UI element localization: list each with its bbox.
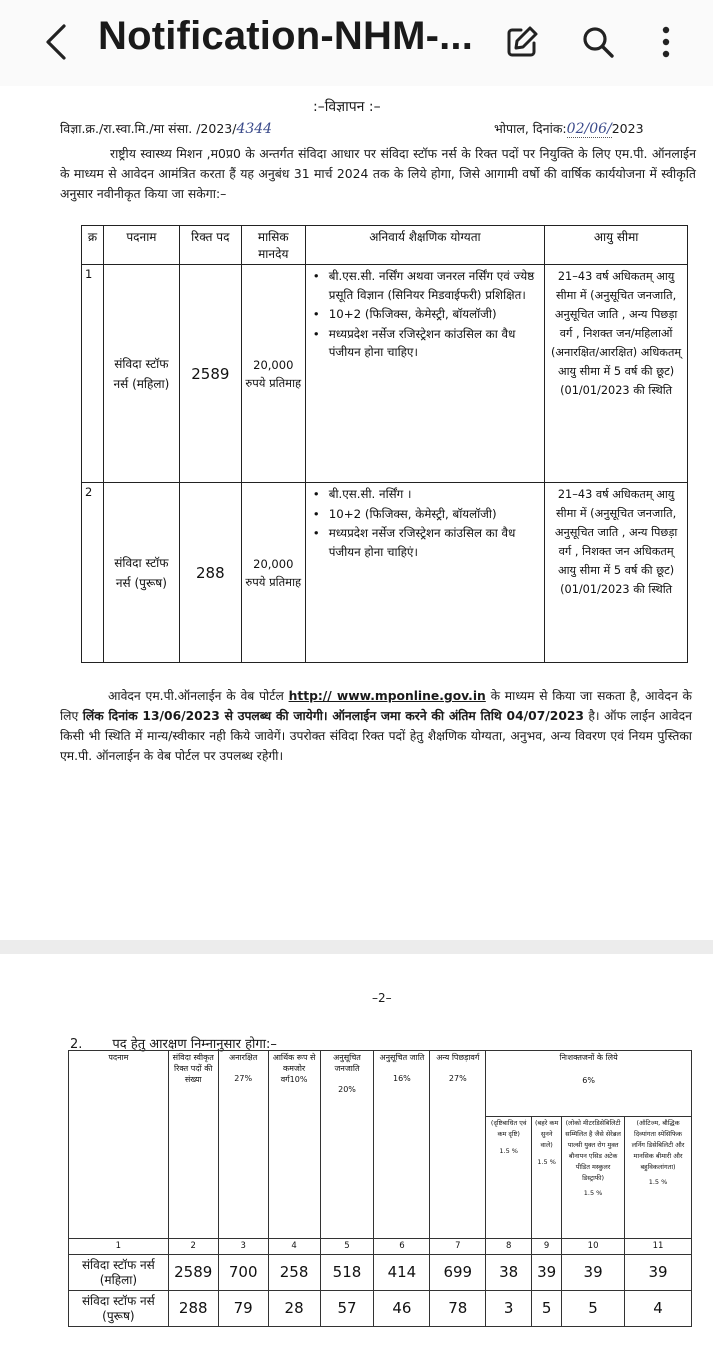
row-number: 1 <box>82 265 104 483</box>
col-header: रिक्त पद <box>179 226 241 265</box>
edit-icon[interactable] <box>502 22 542 62</box>
reference-number: विज्ञा.क्र./रा.स्वा.मि./मा संसा. /2023/4344 <box>60 121 273 137</box>
post-name: संविदा स्टॉफ नर्स (पुरूष) <box>103 483 179 663</box>
vacancy-count: 2589 <box>179 265 241 483</box>
qualification-list <box>309 485 541 561</box>
col-header: पदनाम <box>69 1051 169 1239</box>
post-name: संविदा स्टॉफ नर्स (महिला) <box>69 1255 169 1291</box>
col-header: अनारक्षित 27% <box>218 1051 268 1239</box>
table-header-row <box>82 226 688 265</box>
reservation-table <box>68 1050 692 1327</box>
table-row <box>82 483 688 663</box>
col-header: क्र <box>82 226 104 265</box>
post-name: संविदा स्टॉफ नर्स (पुरूष) <box>69 1291 169 1327</box>
column-index-row: 1 2 3 4 5 6 7 8 9 10 11 <box>69 1239 692 1255</box>
age-limit: 21–43 वर्ष अधिकतम् आयु सीमा में (अनुसूचित जनजाति, अनुसूचित जाति , अन्य पिछड़ा वर्ग , निशक्त जन अधिकतम् आयु सीमा में 5 वर्ष की छूट) (01/01/2023 की स्थिति <box>545 483 688 663</box>
list-item: • 10+2 (फिजिक्स, केमेस्ट्री, बॉयलॉजी) <box>309 505 541 524</box>
document-page-2[interactable] <box>0 954 713 1372</box>
qualification-list <box>309 267 541 362</box>
col-header: पदनाम <box>103 226 179 265</box>
col-header: निःशक्तजनों के लिये 6% <box>486 1051 692 1117</box>
application-paragraph: आवेदन एम.पी.ऑनलाईन के वेब पोर्टल http:// www.mponline.gov.in के माध्यम से किया जा सकता है, आवेदन के लिए लिंक दिनांक 13/06/2023 से उपलब्ध की जायेगी। ऑनलाईन जमा करने की अंतिम तिथि 04/07/2023 है। ऑफ लाईन आवेदन किसी भी स्थिति में मान्य/स्वीकार नही किये जावेगें। उपरोक्त संविदा रिक्त पदों हेतु शैक्षणिक योग्यता, अनुभव, अन्य विवरण एवं नियम पुस्तिका एम.पी. ऑनलाईन के वेब पोर्टल पर उपलब्ध रहेगी। <box>60 689 693 763</box>
row-number: 2 <box>82 483 104 663</box>
col-header: (लोको मीटरडिसेबिलिटी सम्मिलित है जैसे सेरेब्रल पाल्सी युक्त रोग मुक्त बौनापन एसिड अटेक पीडित मस्कुलर डिस्ट्राफी) 1.5 % <box>562 1117 625 1239</box>
handwritten-ref-number: 4344 <box>236 121 273 137</box>
list-item: • बी.एस.सी. नर्सिंग अथवा जनरल नर्सिंग एवं ज्येष्ठ प्रसूति विज्ञान (सिनियर मिडवाईफरी) प्रशिक्षित। <box>309 267 541 304</box>
col-header: अनुसूचित जाति 16% <box>374 1051 430 1239</box>
portal-link[interactable]: http:// www.mponline.gov.in <box>288 689 486 703</box>
col-header: आर्थिक रूप से कमजोर वर्ग10% <box>268 1051 320 1239</box>
col-header: मासिक मानदेय <box>241 226 305 265</box>
monthly-pay: 20,000 रुपये प्रतिमाह <box>241 265 305 483</box>
list-item: • 10+2 (फिजिक्स, केमेस्ट्री, बॉयलॉजी) <box>309 305 541 324</box>
list-item: • मध्यप्रदेश नर्सेज रजिस्ट्रेशन कांउसिल का वैध पंजीयन होना चाहिएं। <box>309 524 541 561</box>
post-name: संविदा स्टॉफ नर्स (महिला) <box>103 265 179 483</box>
handwritten-date: 02/06/ <box>566 121 612 137</box>
page-number-mark: –2– <box>372 991 392 1005</box>
age-limit: 21–43 वर्ष अधिकतम् आयु सीमा में (अनुसूचित जनजाति, अनुसूचित जाति , अन्य पिछड़ा वर्ग , निशक्त जन/महिलाओं (अनारक्षित/आरक्षित) अधिकतम् आयु सीमा में 5 वर्ष की छूट) (01/01/2023 की स्थिति <box>545 265 688 483</box>
table-row: संविदा स्टॉफ नर्स (महिला) 2589 700 258 518 414 699 38 39 39 39 <box>69 1255 692 1291</box>
table-row <box>82 265 688 483</box>
list-item: • बी.एस.सी. नर्सिंग । <box>309 485 541 504</box>
advertisement-heading: :–विज्ञापन :– <box>313 99 381 115</box>
col-header: (दृष्टिबाधित एवं कम दृष्टि) 1.5 % <box>486 1117 532 1239</box>
table-row: संविदा स्टॉफ नर्स (पुरूष) 288 79 28 57 46 78 3 5 5 4 <box>69 1291 692 1327</box>
issue-date: भोपाल, दिनांक:02/06/2023 <box>494 121 644 137</box>
col-header: आयु सीमा <box>545 226 688 265</box>
col-header: (ऑटिज्म, बौद्धिक दिव्यांगता स्पेसिफिक लर्निग डिसेबिलिटी और मानसिक बीमारी और बहुविकलांगता) 1.5 % <box>625 1117 692 1239</box>
col-header: अनुसूचित जनजाति 20% <box>320 1051 374 1239</box>
qualification-cell <box>305 483 544 663</box>
app-bar <box>0 0 713 86</box>
document-page-1[interactable] <box>0 86 713 940</box>
col-header: संविदा स्वीकृत रिक्त पदों की संख्या <box>168 1051 218 1239</box>
list-item: • मध्यप्रदेश नर्सेज रजिस्ट्रेशन कांउसिल का वैध पंजीयन होना चाहिए। <box>309 325 541 362</box>
search-icon[interactable] <box>578 22 618 62</box>
more-vertical-icon[interactable] <box>646 22 686 62</box>
qualification-cell <box>305 265 544 483</box>
chevron-left-icon[interactable] <box>38 20 74 64</box>
document-title: Notification-NHM-... <box>98 14 474 58</box>
table-header-row <box>69 1051 692 1117</box>
col-header: अनिवार्य शैक्षणिक योग्यता <box>305 226 544 265</box>
section-heading: 2. पद हेतु आरक्षण निम्नानुसार होगा:– <box>70 1037 277 1052</box>
page-separator <box>0 940 713 954</box>
vacancy-count: 288 <box>179 483 241 663</box>
vacancy-table <box>81 225 688 663</box>
col-header: अन्य पिछड़ावर्ग 27% <box>430 1051 486 1239</box>
monthly-pay: 20,000 रुपये प्रतिमाह <box>241 483 305 663</box>
intro-paragraph: राष्ट्रीय स्वास्थ्य मिशन ,म0प्र0 के अन्तर्गत संविदा आधार पर संविदा स्टॉफ नर्स के रिक्त पदों पर नियुक्ति के लिए एम.पी. ऑनलाईन के माध्यम से आवेदन आमंत्रित करता हैं यह अनुबंध 31 मार्च 2024 तक के लिये होगा, जिसे आगामी वर्षो की वार्षिक कार्ययोजना में स्वीकृति अनुसार नवीनीकृत किया जा सकेगा:– <box>60 146 696 201</box>
col-header: (बहरे कम सुनने वाले) 1.5 % <box>532 1117 562 1239</box>
